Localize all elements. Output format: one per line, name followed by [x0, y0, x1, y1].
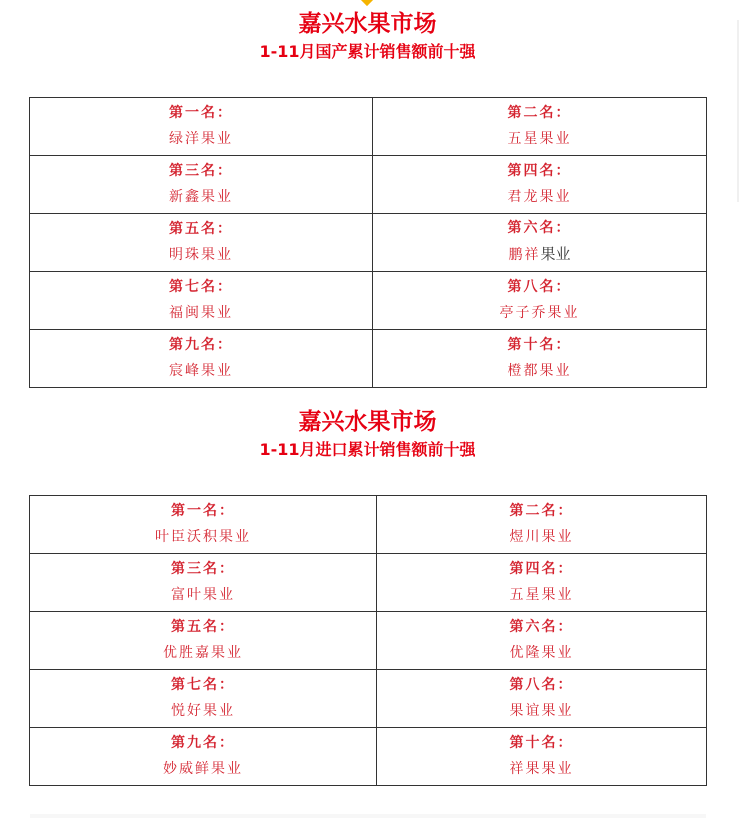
company-name [373, 241, 706, 269]
rank-label: 第二名： [509, 502, 574, 519]
company-name: 五星果业 [507, 130, 572, 147]
company-name: 明珠果业 [169, 246, 233, 263]
company-name: 煜川果业 [509, 528, 574, 545]
rank-cell [373, 98, 707, 156]
rank-cell [30, 272, 373, 330]
rank-cell [373, 214, 707, 272]
company-name: 五星果业 [509, 586, 574, 603]
company-name: 果谊果业 [509, 702, 574, 719]
imported-subtitle: 1-11月进口累计销售额前十强 [259, 440, 476, 459]
rank-cell [30, 214, 373, 272]
rank-label: 第四名： [509, 560, 574, 577]
rank-label: 第八名： [509, 676, 574, 693]
rank-cell [30, 728, 377, 786]
bottom-divider [30, 814, 706, 818]
rank-cell [30, 330, 373, 388]
table-row [30, 272, 707, 330]
table-row [30, 496, 707, 554]
company-name: 绿洋果业 [169, 130, 233, 147]
rank-cell [377, 612, 707, 670]
rank-cell [30, 612, 377, 670]
rank-label: 第九名： [169, 336, 233, 353]
rank-cell [373, 330, 707, 388]
rank-label: 第六名： [509, 618, 574, 635]
company-name: 富叶果业 [171, 586, 235, 603]
rank-label: 第十名： [507, 336, 572, 353]
company-name-part: 鹏祥 [508, 247, 541, 263]
table-row [30, 98, 707, 156]
company-name: 君龙果业 [507, 188, 572, 205]
rank-label: 第一名： [171, 502, 235, 519]
table-row [30, 156, 707, 214]
domestic-title: 嘉兴水果市场 [298, 11, 437, 37]
imported-section [29, 408, 706, 777]
rank-label: 第七名： [169, 278, 233, 295]
rank-cell [30, 156, 373, 214]
rank-cell [30, 98, 373, 156]
company-name: 亭子乔果业 [499, 304, 580, 321]
company-name-part-dark: 果业 [540, 245, 571, 263]
company-name: 宸峰果业 [169, 362, 233, 379]
top-marker-icon [360, 0, 374, 6]
company-name: 福闽果业 [169, 304, 233, 321]
rank-label: 第五名： [171, 618, 235, 635]
company-name: 祥果果业 [509, 760, 574, 777]
company-name: 橙都果业 [507, 362, 572, 379]
company-name: 优隆果业 [509, 644, 574, 661]
table-row [30, 330, 707, 388]
rank-cell [373, 156, 707, 214]
domestic-section [29, 10, 706, 379]
rank-label: 第六名： [507, 220, 572, 236]
domestic-ranking-table [29, 97, 707, 388]
company-name: 叶臣沃积果业 [155, 528, 251, 545]
imported-title: 嘉兴水果市场 [298, 409, 437, 435]
company-name: 优胜嘉果业 [163, 644, 243, 661]
rank-cell [377, 496, 707, 554]
rank-label: 第八名： [507, 278, 572, 295]
rank-label: 第一名： [169, 104, 233, 121]
rank-label: 第三名： [171, 560, 235, 577]
table-row [30, 728, 707, 786]
company-name: 妙威鲜果业 [163, 760, 243, 777]
rank-cell [377, 728, 707, 786]
table-row [30, 214, 707, 272]
table-row [30, 554, 707, 612]
table-row [30, 670, 707, 728]
rank-cell [373, 272, 707, 330]
rank-label: 第十名： [509, 734, 574, 751]
rank-label: 第五名： [169, 220, 233, 237]
rank-label: 第九名： [171, 734, 235, 751]
domestic-subtitle: 1-11月国产累计销售额前十强 [259, 42, 476, 61]
imported-ranking-table [29, 495, 707, 786]
rank-label: 第四名： [507, 162, 572, 179]
rank-cell [30, 496, 377, 554]
rank-cell [30, 554, 377, 612]
company-name: 新鑫果业 [169, 188, 233, 205]
rank-cell [377, 670, 707, 728]
rank-label: 第七名： [171, 676, 235, 693]
table-row [30, 612, 707, 670]
rank-cell [377, 554, 707, 612]
rank-label: 第三名： [169, 162, 233, 179]
rank-label: 第二名： [507, 104, 572, 121]
rank-cell [30, 670, 377, 728]
company-name: 悦好果业 [171, 702, 235, 719]
